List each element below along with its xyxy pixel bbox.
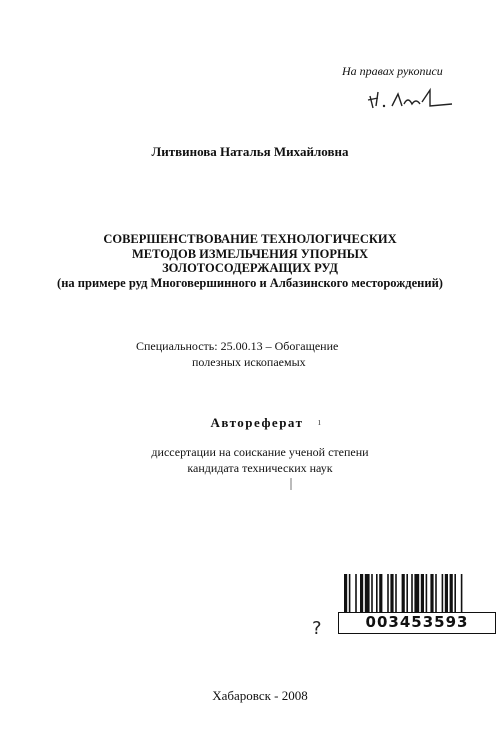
degree-line: кандидата технических наук <box>187 461 333 475</box>
title-subline: (на примере руд Многовершинного и Албазинского месторождений) <box>57 275 443 290</box>
title-line: СОВЕРШЕНСТВОВАНИЕ ТЕХНОЛОГИЧЕСКИХ <box>103 232 397 246</box>
thesis-title <box>0 232 500 290</box>
degree-block <box>0 444 500 476</box>
document-type-heading: Автореферат <box>210 415 304 430</box>
scan-mark: ı <box>318 417 321 428</box>
specialty-line: Специальность: 25.00.13 – Обогащение <box>136 339 339 353</box>
barcode-number: 003453593 <box>338 612 496 634</box>
scan-artifact <box>290 478 292 490</box>
degree-line: диссертации на соискание ученой степени <box>151 445 369 459</box>
author-name: Литвинова Наталья Михайловна <box>151 144 349 159</box>
specialty-block <box>136 338 338 370</box>
city-year: Хабаровск - 2008 <box>212 688 308 703</box>
barcode <box>318 574 496 646</box>
handwritten-mark: ? <box>312 618 322 639</box>
rights-notice: На правах рукописи <box>342 64 443 78</box>
title-line: МЕТОДОВ ИЗМЕЛЬЧЕНИЯ УПОРНЫХ <box>131 246 369 261</box>
specialty-line: полезных ископаемых <box>192 355 306 369</box>
title-line: ЗОЛОТОСОДЕРЖАЩИХ РУД <box>162 261 338 275</box>
handwritten-signature <box>364 86 456 112</box>
